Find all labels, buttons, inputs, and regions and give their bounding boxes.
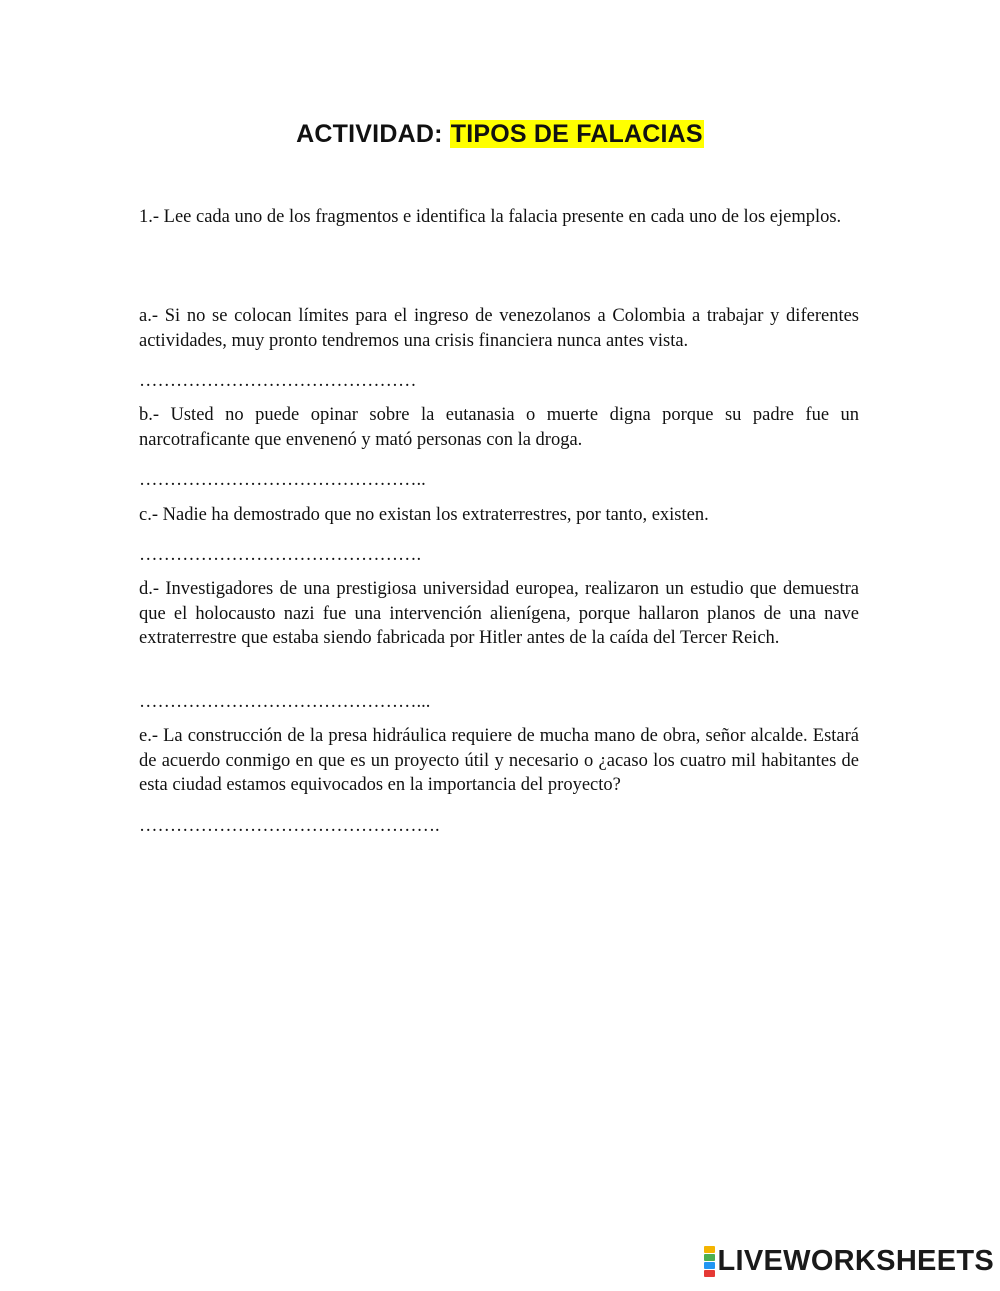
item-b xyxy=(139,403,859,452)
answer-line-b[interactable] xyxy=(139,468,859,493)
item-c-text: c.- Nadie ha demostrado que no existan los extraterrestres, por tanto, existen. xyxy=(139,505,709,525)
item-b-text: b.- Usted no puede opinar sobre la eutanasia o muerte digna porque su padre fue un narcotraficante que envenenó y mató personas con la droga. xyxy=(139,405,859,450)
liveworksheets-logo xyxy=(704,1243,995,1279)
item-a-text: a.- Si no se colocan límites para el ingreso de venezolanos a Colombia a trabajar y diferentes actividades, muy pronto tendremos una crisis financiera nunca antes vista. xyxy=(139,306,859,351)
logo-block-e xyxy=(704,1270,715,1277)
answer-e-dots: …………………………………………. xyxy=(139,816,440,836)
logo-block-v xyxy=(704,1262,715,1269)
item-d-text: d.- Investigadores de una prestigiosa universidad europea, realizaron un estudio que demuestra que el holocausto nazi fue una intervención alienígena, porque hallaron planos de una nave extraterrestre que estaba siendo fabricada por Hitler antes de la caída del Tercer Reich. xyxy=(139,579,859,648)
logo-block-l xyxy=(704,1246,715,1253)
worksheet-title xyxy=(0,116,1000,152)
item-a xyxy=(139,304,859,353)
logo-blocks-icon xyxy=(704,1246,715,1277)
instruction-text: 1.- Lee cada uno de los fragmentos e identifica la falacia presente en cada uno de los ejemplos. xyxy=(139,207,842,227)
title-prefix: ACTIVIDAD: xyxy=(296,120,450,148)
item-e-text: e.- La construcción de la presa hidráulica requiere de mucha mano de obra, señor alcalde. Estará de acuerdo conmigo en que es un proyecto útil y necesario o ¿acaso los cuatro mil habitantes de esta ciudad estamos equivocados en la importancia del proyecto? xyxy=(139,726,859,795)
instruction-block xyxy=(139,205,859,230)
answer-b-dots: ……………………………………….. xyxy=(139,470,426,490)
logo-block-i xyxy=(704,1254,715,1261)
item-d xyxy=(139,577,859,651)
answer-line-c[interactable] xyxy=(139,543,859,568)
item-e xyxy=(139,724,859,798)
answer-a-dots: ……………………………………… xyxy=(139,371,417,391)
answer-c-dots: ………………………………………. xyxy=(139,545,422,565)
title-highlight: TIPOS DE FALACIAS xyxy=(450,120,703,148)
answer-d-dots: ………………………………………... xyxy=(139,692,431,712)
answer-line-e[interactable] xyxy=(139,814,859,839)
answer-line-a[interactable] xyxy=(139,369,859,394)
item-c xyxy=(139,503,859,528)
answer-line-d[interactable] xyxy=(139,690,859,715)
logo-text: LIVEWORKSHEETS xyxy=(717,1245,994,1277)
